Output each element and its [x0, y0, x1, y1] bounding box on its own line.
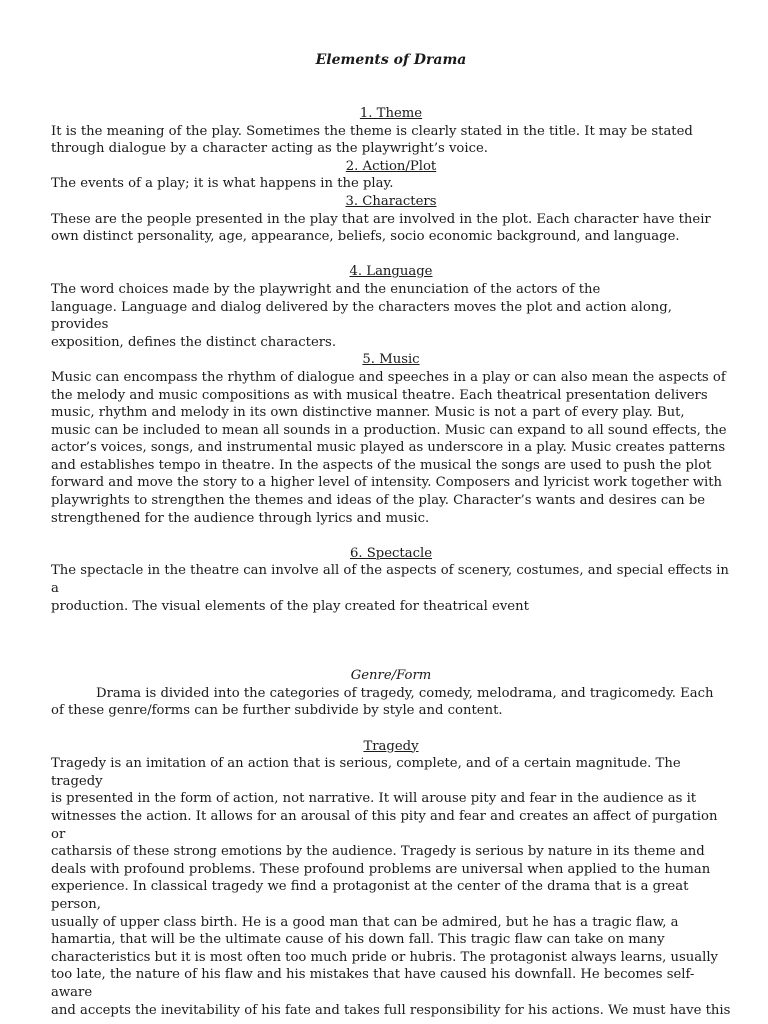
text-line: The word choices made by the playwright and the enunciation of the actors of the	[51, 281, 601, 297]
text-line: deals with profound problems. These profound problems are universal when applied to the human	[51, 861, 711, 877]
section-body-characters	[51, 211, 731, 246]
text-line: music can be included to mean all sounds in a production. Music can expand to all sound effects, the	[51, 422, 727, 438]
text-line: experience. In classical tragedy we find a protagonist at the center of the drama that is a great person,	[51, 879, 689, 912]
section-body-action	[51, 175, 731, 193]
document-title: Elements of Drama	[315, 52, 467, 68]
text-line: usually of upper class birth. He is a good man that can be admired, but he has a tragic flaw, a	[51, 914, 679, 930]
section-heading-theme: 1. Theme	[359, 106, 423, 121]
text-line: Drama is divided into the categories of tragedy, comedy, melodrama, and tragicomedy. Each	[96, 685, 714, 701]
text-line: of these genre/forms can be further subdivide by style and content.	[51, 703, 503, 719]
text-line: Tragedy is an imitation of an action that is serious, complete, and of a certain magnitude. The tragedy	[51, 756, 681, 789]
text-line: forward and move the story to a higher level of intensity. Composers and lyricist work together with	[51, 475, 723, 491]
text-line: characteristics but it is most often too much pride or hubris. The protagonist always learns, usually	[51, 949, 719, 965]
text-line: hamartia, that will be the ultimate cause of his down fall. This tragic flaw can take on many	[51, 932, 665, 948]
text-line: It is the meaning of the play. Sometimes the theme is clearly stated in the title. It may be stated	[51, 123, 693, 139]
text-line: is presented in the form of action, not narrative. It will arouse pity and fear in the audience as it	[51, 791, 697, 807]
section-body-tragedy	[51, 755, 731, 1019]
text-line: catharsis of these strong emotions by the audience. Tragedy is serious by nature in its theme and	[51, 844, 705, 860]
text-line: These are the people presented in the play that are involved in the plot. Each character have their	[51, 211, 711, 227]
document-page	[51, 52, 731, 1019]
text-line: exposition, defines the distinct characters.	[51, 334, 337, 350]
section-heading-genre: Genre/Form	[350, 668, 432, 684]
spacer	[51, 720, 731, 738]
section-heading-music: 5. Music	[362, 352, 420, 368]
text-line: Music can encompass the rhythm of dialogue and speeches in a play or can also mean the aspects of	[51, 369, 726, 385]
text-line: actor’s voices, songs, and instrumental music played as underscore in a play. Music creates patterns	[51, 440, 726, 456]
section-heading-characters: 3. Characters	[345, 193, 437, 209]
text-line: The spectacle in the theatre can involve all of the aspects of scenery, costumes, and special effects in a	[51, 563, 729, 597]
section-body-genre	[51, 685, 731, 720]
text-line: strengthened for the audience through lyrics and music.	[51, 510, 430, 526]
text-line: the melody and music compositions as with musical theatre. Each theatrical presentation delivers	[51, 387, 708, 403]
section-body-music	[51, 369, 731, 527]
section-body-spectacle	[51, 562, 731, 615]
text-line: production. The visual elements of the play created for theatrical event	[51, 598, 529, 614]
section-heading-action: 2. Action/Plot	[345, 158, 437, 174]
text-line: and accepts the inevitability of his fate and takes full responsibility for his actions. We must have this	[51, 1002, 731, 1018]
section-body-theme	[51, 123, 731, 158]
text-line: language. Language and dialog delivered by the characters moves the plot and action along, provides	[51, 299, 672, 333]
spacer	[51, 527, 731, 545]
spacer	[51, 246, 731, 264]
text-line: and establishes tempo in theatre. In the aspects of the musical the songs are used to push the plot	[51, 457, 712, 473]
section-heading-tragedy: Tragedy	[363, 738, 419, 754]
section-heading-language: 4. Language	[349, 264, 433, 280]
spacer	[51, 615, 731, 667]
text-line: through dialogue by a character acting as the playwright’s voice.	[51, 141, 488, 157]
text-line: witnesses the action. It allows for an arousal of this pity and fear and creates an affect of purgation or	[51, 808, 718, 842]
text-line: playwrights to strengthen the themes and ideas of the play. Character’s wants and desires can be	[51, 493, 706, 509]
section-body-language	[51, 281, 731, 351]
text-line: The events of a play; it is what happens in the play.	[51, 176, 394, 192]
text-line: own distinct personality, age, appearance, beliefs, socio economic background, and language.	[51, 229, 680, 245]
text-line: music, rhythm and melody in its own distinctive manner. Music is not a part of every play. But,	[51, 405, 685, 421]
section-heading-spectacle: 6. Spectacle	[349, 545, 432, 561]
text-line: too late, the nature of his flaw and his mistakes that have caused his downfall. He becomes self-aware	[51, 967, 695, 1000]
